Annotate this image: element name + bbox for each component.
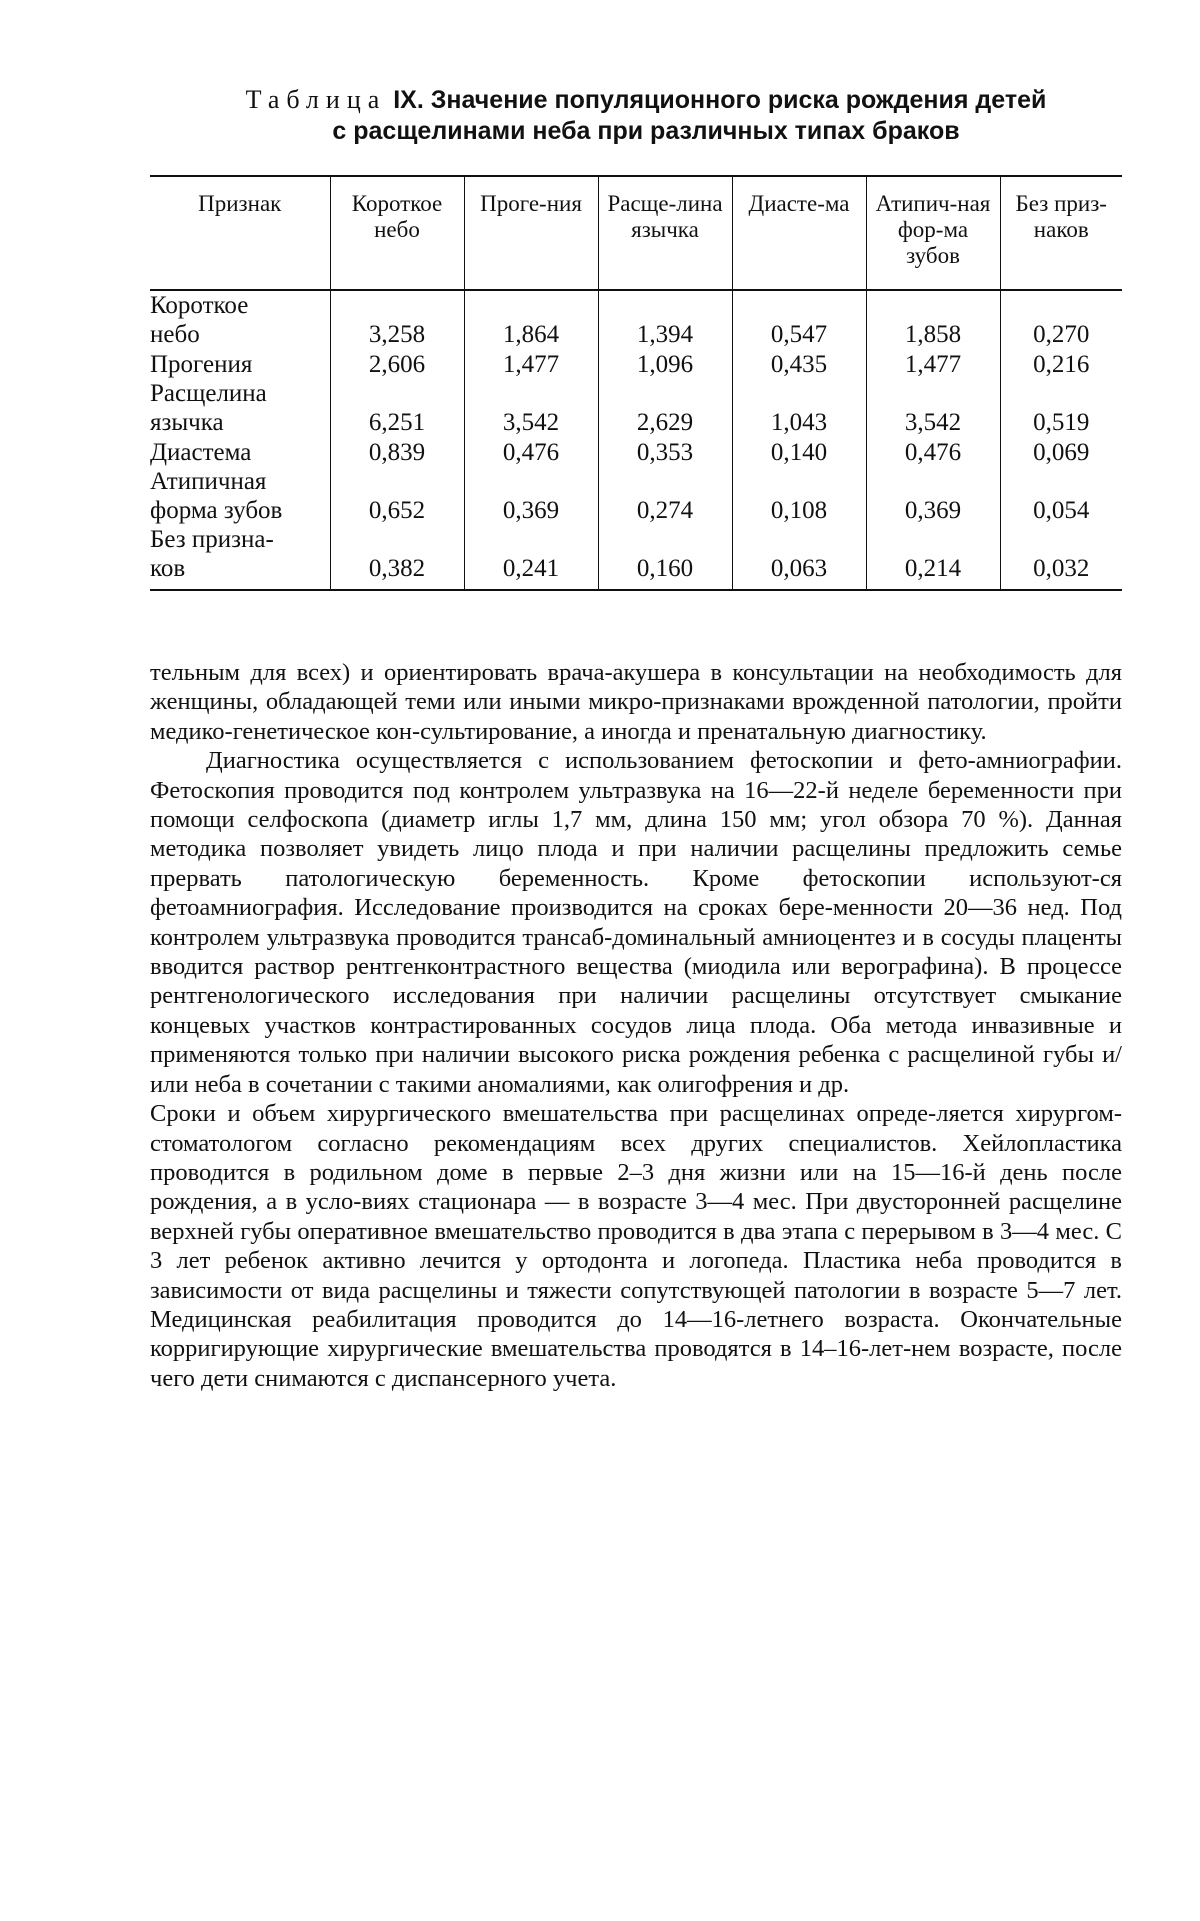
table-row — [150, 379, 1122, 437]
table-cell: 0,274 — [598, 467, 732, 525]
table-cell: 0,547 — [732, 290, 866, 349]
table-cell: 2,606 — [330, 349, 464, 379]
row-label: Диастема — [150, 439, 252, 466]
table-cell: 3,542 — [464, 379, 598, 437]
table-cell: 3,258 — [330, 290, 464, 349]
table-cell: 0,032 — [1000, 525, 1122, 590]
table-cell: 0,054 — [1000, 467, 1122, 525]
paragraph: Диагностика осуществляется с использованием фетоскопии и фето-амниографии. Фетоскопия проводится под контролем ультразвука на 16—22-й неделе беременности при помощи селфоскопа (диаметр иглы 1,7 мм, длина 150 мм; угол обзора 70 %). Данная методика позволяет увидеть лицо плода и при наличии расщелины предложить семье прервать патологическую беременность. Кроме фетоскопии используют-ся фетоамниография. Исследование производится на сроках бере-менности 20—36 нед. Под контролем ультразвука проводится трансаб-доминальный амниоцентез и в сосуды плаценты вводится раствор рентгенконтрастного вещества (миодила или верографина). В процессе рентгенологического исследования при наличии расщелины отсутствует смыкание концевых участков контрастированных сосудов лица плода. Оба метода инвазивные и применяются только при наличии высокого риска рождения ребенка с расщелиной губы и/или неба в сочетании с такими аномалиями, как олигофрения и др. — [150, 747, 1122, 1098]
table-cell: 0,435 — [732, 349, 866, 379]
table-cell: 0,652 — [330, 467, 464, 525]
table-cell: 0,069 — [1000, 437, 1122, 467]
header-cell: Короткое небо — [330, 176, 464, 290]
header-cell: Диасте-ма — [732, 176, 866, 290]
table-header-row — [150, 176, 1122, 290]
table-cell: 0,140 — [732, 437, 866, 467]
risk-table — [150, 175, 1122, 591]
header-cell: Признак — [150, 176, 330, 290]
header-cell: Атипич-ная фор-ма зубов — [866, 176, 1000, 290]
table-cell: 0,839 — [330, 437, 464, 467]
header-cell: Без приз-наков — [1000, 176, 1122, 290]
table-cell: 0,382 — [330, 525, 464, 590]
table-cell: 0,369 — [866, 467, 1000, 525]
table-cell: 2,629 — [598, 379, 732, 437]
table-cell: 0,369 — [464, 467, 598, 525]
caption-label: Таблица — [245, 85, 387, 114]
table-cell: 1,394 — [598, 290, 732, 349]
row-label: Короткое небо — [150, 292, 249, 348]
table-cell: 1,858 — [866, 290, 1000, 349]
table-cell: 0,353 — [598, 437, 732, 467]
row-label: Прогения — [150, 351, 253, 378]
table-cell: 0,063 — [732, 525, 866, 590]
caption-title: IX. Значение популяционного риска рождения детей — [393, 86, 1047, 114]
paragraph: Сроки и объем хирургического вмешательства при расщелинах опреде-ляется хирургом-стоматологом согласно рекомендациям всех других специалистов. Хейлопластика проводится в родильном доме в первые 2–3 дня жизни или на 15—16-й день после рождения, а в усло-виях стационара — в возрасте 3—4 мес. При двусторонней расщелине верхней губы оперативное вмешательство проводится в два этапа с перерывом в 3—4 мес. С 3 лет ребенок активно лечится у ортодонта и логопеда. Пластика неба проводится в зависимости от вида расщелины и тяжести сопутствующей патологии в возрасте 5—7 лет. Медицинская реабилитация проводится до 14—16-летнего возраста. Окончательные корригирующие хирургические вмешательства проводятся в 14–16-лет-нем возрасте, после чего дети снимаются с диспансерного учета. — [150, 1100, 1122, 1392]
table-row — [150, 349, 1122, 379]
row-label: Без призна- ков — [150, 525, 330, 590]
paragraph: тельным для всех) и ориентировать врача-акушера в консультации на необходимость для женщины, обладающей теми или иными микро-признаками врожденной патологии, пройти медико-генетическое кон-сультирование, а иногда и пренатальную диагностику. — [150, 659, 1122, 745]
table-cell: 0,108 — [732, 467, 866, 525]
table-cell: 6,251 — [330, 379, 464, 437]
table-cell: 1,477 — [866, 349, 1000, 379]
table-cell: 0,519 — [1000, 379, 1122, 437]
table-cell: 1,043 — [732, 379, 866, 437]
table-row — [150, 437, 1122, 467]
table-caption — [150, 84, 1142, 147]
table-cell: 0,216 — [1000, 349, 1122, 379]
table-row — [150, 467, 1122, 525]
row-label: Расщелина язычка — [150, 380, 267, 436]
table-cell: 1,096 — [598, 349, 732, 379]
table-cell: 0,270 — [1000, 290, 1122, 349]
table-row — [150, 290, 1122, 349]
table-cell: 0,241 — [464, 525, 598, 590]
table-cell: 0,160 — [598, 525, 732, 590]
table-cell: 0,476 — [866, 437, 1000, 467]
table-cell: 1,477 — [464, 349, 598, 379]
table-cell: 3,542 — [866, 379, 1000, 437]
header-cell: Расще-лина язычка — [598, 176, 732, 290]
body-text — [150, 658, 1122, 1393]
header-cell: Проге-ния — [464, 176, 598, 290]
row-label: Атипичная форма зубов — [150, 468, 283, 524]
table-cell: 0,214 — [866, 525, 1000, 590]
table-cell: 0,476 — [464, 437, 598, 467]
table-cell: 1,864 — [464, 290, 598, 349]
caption-line-1 — [150, 84, 1142, 116]
caption-line-2: с расщелинами неба при различных типах браков — [332, 117, 960, 145]
table-row — [150, 525, 1122, 590]
